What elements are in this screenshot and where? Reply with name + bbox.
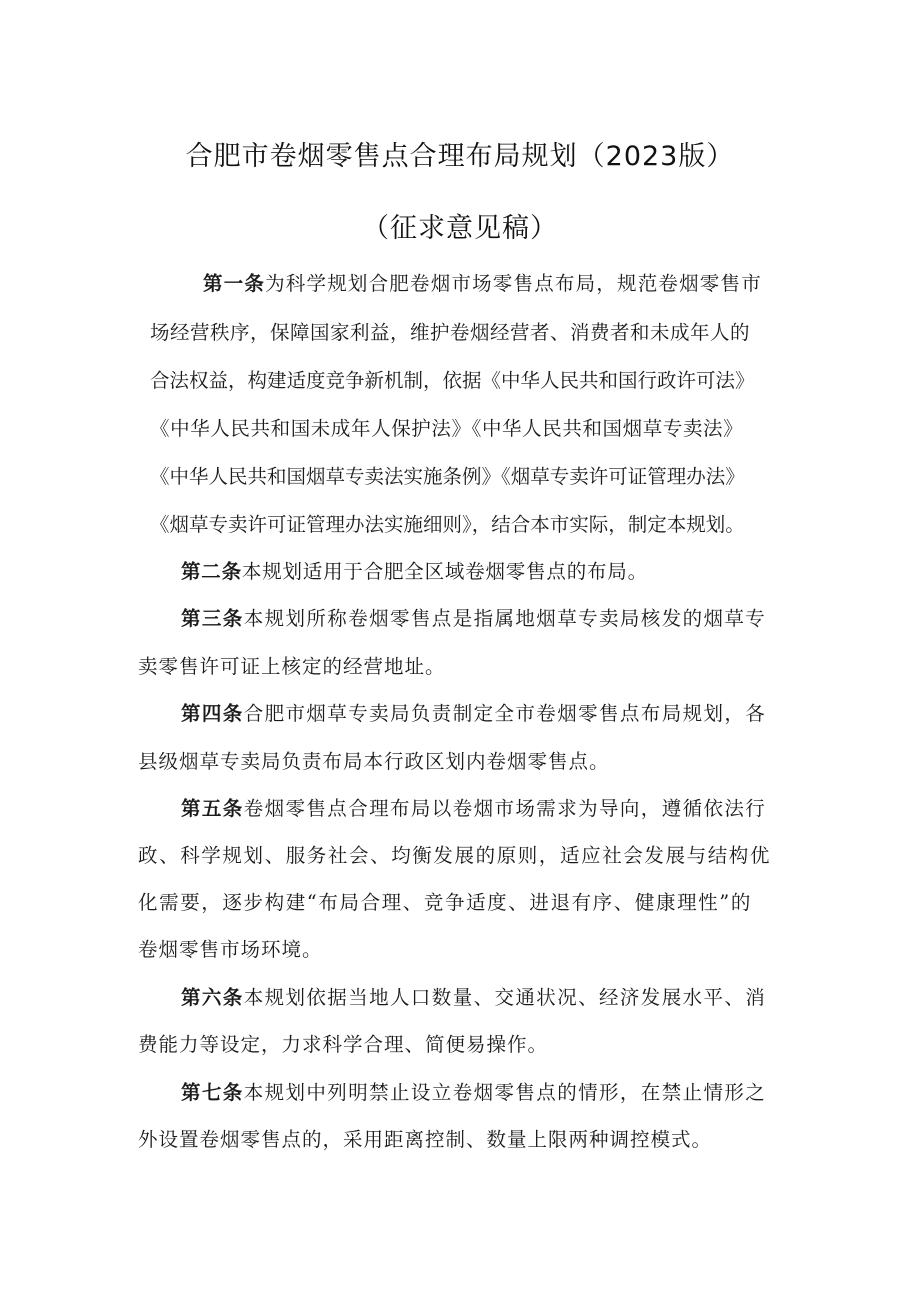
article-5-line-4: 卷烟零售市场环境。 <box>138 938 323 961</box>
article-3-line-1 <box>181 603 766 631</box>
page-subtitle: （征求意见稿） <box>362 213 558 244</box>
article-7-line-2: 外设置卷烟零售点的，采用距离控制、数量上限两种调控模式。 <box>138 1128 713 1151</box>
page-title: 合肥市卷烟零售点合理布局规划（2023版） <box>185 141 735 172</box>
article-4-line-1 <box>181 698 766 726</box>
article-1-heading: 第一条 <box>203 272 266 295</box>
article-1-text: 为科学规划合肥卷烟市场零售点布局，规范卷烟零售市 <box>265 272 762 295</box>
article-2-heading: 第二条 <box>181 560 242 583</box>
article-6-line-2: 费能力等设定，力求科学合理、简便易操作。 <box>138 1033 549 1056</box>
article-6-line-1 <box>181 982 766 1010</box>
article-1-line-1 <box>203 268 762 296</box>
article-4-line-2: 县级烟草专卖局负责布局本行政区划内卷烟零售点。 <box>138 750 610 773</box>
article-7-heading: 第七条 <box>181 1081 244 1104</box>
article-4-text: 合肥市烟草专卖局负责制定全市卷烟零售点布局规划，各 <box>243 702 767 725</box>
article-3-text: 本规划所称卷烟零售点是指属地烟草专卖局核发的烟草专 <box>243 607 767 630</box>
article-5-line-2: 政、科学规划、服务社会、均衡发展的原则，适应社会发展与结构优 <box>138 844 772 867</box>
article-3-line-2: 卖零售许可证上核定的经营地址。 <box>138 655 446 678</box>
article-6-heading: 第六条 <box>181 986 244 1009</box>
article-1-line-4: 《中华人民共和国未成年人保护法》《中华人民共和国烟草专卖法》 <box>150 417 744 440</box>
article-2-text: 本规划适用于合肥全区域卷烟零售点的布局。 <box>241 560 648 583</box>
article-2-line-1 <box>181 556 648 584</box>
article-1-line-2: 场经营秩序，保障国家利益，维护卷烟经营者、消费者和未成年人的 <box>150 321 751 344</box>
article-4-heading: 第四条 <box>181 702 244 725</box>
article-1-line-3: 合法权益，构建适度竞争新机制，依据《中华人民共和国行政许可法》 <box>150 369 755 392</box>
article-5-text: 卷烟零售点合理布局以卷烟市场需求为导向，遵循依法行 <box>243 797 767 820</box>
article-5-line-3: 化需要，逐步构建“布局合理、竞争适度、进退有序、健康理性”的 <box>138 891 752 914</box>
article-7-text: 本规划中列明禁止设立卷烟零售点的情形，在禁止情形之 <box>243 1081 767 1104</box>
article-3-heading: 第三条 <box>181 607 244 630</box>
article-5-heading: 第五条 <box>181 797 244 820</box>
article-5-line-1 <box>181 793 766 821</box>
article-6-text: 本规划依据当地人口数量、交通状况、经济发展水平、消 <box>243 986 767 1009</box>
article-1-line-5: 《中华人民共和国烟草专卖法实施条例》《烟草专卖许可证管理办法》 <box>150 465 745 488</box>
article-7-line-1 <box>181 1077 766 1105</box>
article-1-line-6: 《烟草专卖许可证管理办法实施细则》，结合本市实际，制定本规划。 <box>150 513 745 536</box>
